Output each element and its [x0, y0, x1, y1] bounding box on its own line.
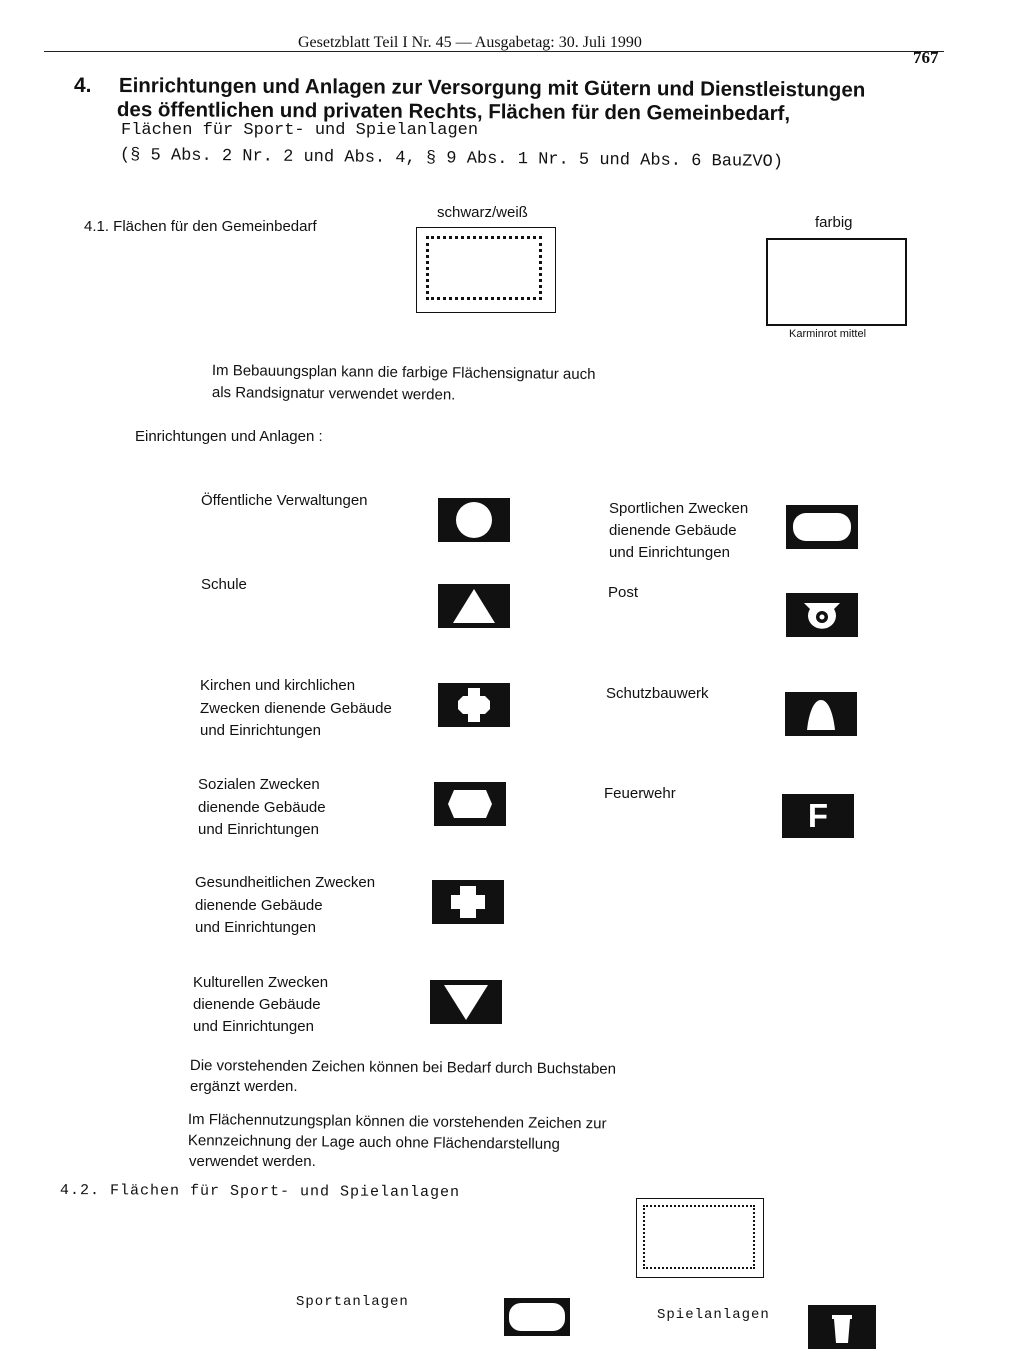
- label-line: dienende Gebäude: [198, 798, 326, 816]
- hexagon-icon: [434, 782, 506, 826]
- sport-facilities-label: Sportanlagen: [296, 1294, 409, 1310]
- facility-label-school: [201, 574, 247, 596]
- play-facilities-label: Spielanlagen: [657, 1307, 770, 1323]
- facility-label-post: [608, 584, 638, 601]
- label-line: und Einrichtungen: [609, 544, 730, 561]
- note-line1: Im Bebauungsplan kann die farbige Flächensignatur auch: [211, 362, 596, 384]
- facility-label-public-admin: [201, 490, 368, 512]
- page-number: 767: [913, 48, 939, 67]
- section41-heading: 4.1. Flächen für den Gemeinbedarf: [84, 218, 317, 235]
- label-line: Kirchen und kirchlichen: [200, 677, 356, 694]
- notes-2-line2: Kennzeichnung der Lage auch ohne Flächendarstellung: [187, 1132, 560, 1153]
- notes-2-line3: verwendet werden.: [189, 1153, 316, 1170]
- label-line: Schule: [201, 576, 247, 593]
- color-name-label: Karminrot mittel: [789, 328, 867, 340]
- sport-facility-icon: [504, 1298, 570, 1336]
- section42-heading: 4.2. Flächen für Sport- und Spielanlagen: [59, 1182, 461, 1202]
- note-line2: als Randsignatur verwendet werden.: [211, 384, 456, 404]
- notes-1-line1: Die vorstehenden Zeichen können bei Bedarf durch Buchstaben: [189, 1057, 617, 1078]
- label-line: und Einrichtungen: [193, 1018, 314, 1035]
- sport-play-area-symbol: [636, 1198, 764, 1278]
- label-black-white: schwarz/weiß: [437, 204, 528, 221]
- circle-icon: [438, 498, 510, 542]
- section-title-line1: Einrichtungen und Anlagen zur Versorgung mit Gütern und Dienstleistungen: [118, 74, 866, 102]
- dotted-area-symbol: [416, 227, 556, 313]
- bell-shelter-icon: [785, 692, 857, 736]
- label-line: Kulturellen Zwecken: [193, 974, 329, 991]
- publication-header: Gesetzblatt Teil I Nr. 45 — Ausgabetag: 30. Juli 1990: [298, 34, 642, 51]
- section-number: 4.: [74, 74, 92, 97]
- fire-f-icon: [782, 794, 854, 838]
- label-line: Sportlichen Zwecken: [609, 500, 749, 517]
- notes-1-line2: ergänzt werden.: [190, 1078, 298, 1095]
- dotted-border: [426, 236, 542, 300]
- label-line: Öffentliche Verwaltungen: [201, 492, 368, 509]
- fire-letter: F: [807, 797, 829, 834]
- rounded-rect-icon: [786, 505, 858, 549]
- label-line: Schutzbauwerk: [606, 685, 709, 702]
- label-line: Gesundheitlichen Zwecken: [195, 874, 376, 891]
- colored-area-symbol: [766, 238, 907, 326]
- label-line: dienende Gebäude: [193, 996, 321, 1013]
- facility-label-fire-dept: [604, 785, 676, 802]
- label-line: Post: [608, 584, 639, 601]
- label-line: dienende Gebäude: [609, 522, 737, 539]
- section-legal-reference: (§ 5 Abs. 2 Nr. 2 und Abs. 4, § 9 Abs. 1 Nr. 5 und Abs. 6 BauZVO): [119, 146, 784, 172]
- dotted-border: [643, 1205, 755, 1269]
- section-subtitle: Flächen für Sport- und Spielanlagen: [121, 121, 479, 140]
- post-horn-icon: [786, 593, 858, 637]
- label-line: Zwecken dienende Gebäude: [200, 699, 392, 717]
- section-title-line2: des öffentlichen und privaten Rechts, Flächen für den Gemeinbedarf,: [116, 98, 791, 126]
- label-line: Feuerwehr: [604, 785, 676, 802]
- label-line: dienende Gebäude: [195, 896, 323, 914]
- facility-label-social: [198, 774, 326, 842]
- play-bucket-icon: [808, 1305, 876, 1349]
- facility-label-shelter: [606, 685, 709, 702]
- facility-label-church: [200, 675, 392, 743]
- triangle-up-icon: [438, 584, 510, 628]
- label-line: und Einrichtungen: [200, 722, 321, 739]
- label-line: und Einrichtungen: [198, 821, 319, 838]
- header-rule: [44, 51, 944, 52]
- church-cross-icon: [438, 683, 510, 727]
- label-line: und Einrichtungen: [195, 919, 316, 936]
- label-colored: farbig: [815, 214, 853, 231]
- notes-2-line1: Im Flächennutzungsplan können die vorstehenden Zeichen zur: [187, 1111, 607, 1133]
- triangle-down-icon: [430, 980, 502, 1024]
- label-line: Sozialen Zwecken: [198, 776, 320, 793]
- facility-label-cultural: [193, 972, 328, 1038]
- health-cross-icon: [432, 880, 504, 924]
- facility-label-health: [195, 872, 375, 940]
- facility-label-sports: [609, 498, 748, 564]
- facilities-heading: Einrichtungen und Anlagen :: [135, 428, 323, 445]
